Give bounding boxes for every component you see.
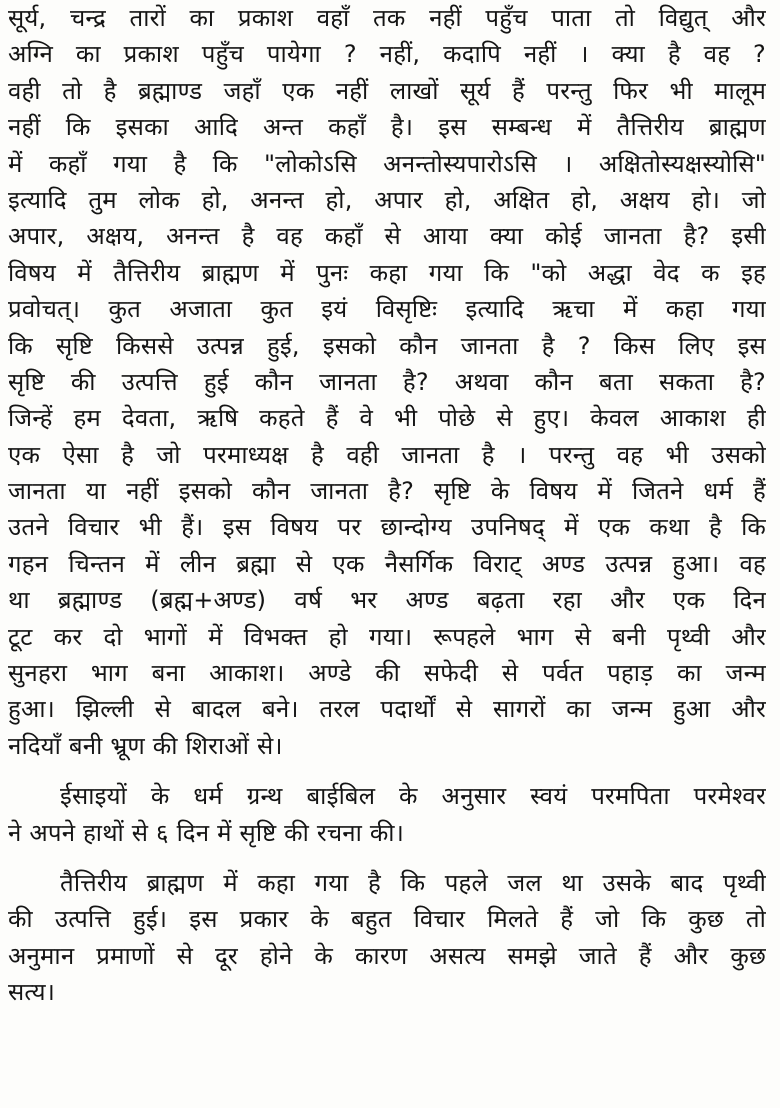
text-line: सुनहरा भाग बना आकाश। अण्डे की सफेदी से पर्वत पहाड़ का जन्म <box>8 659 766 688</box>
text-line: एक ऐसा है जो परमाध्यक्ष है वही जानता है । परन्तु वह भी उसको <box>8 440 766 469</box>
text-line: इत्यादि तुम लोक हो, अनन्त हो, अपार हो, अक्षित हो, अक्षय हो। जो <box>8 185 766 214</box>
paragraph-creation-theories <box>8 0 766 764</box>
text-line: था ब्रह्माण्ड (ब्रह्म+अण्ड) वर्ष भर अण्ड बढ़ता रहा और एक दिन <box>8 586 766 615</box>
paragraph-bible <box>8 778 766 851</box>
paragraph-gap <box>8 764 766 778</box>
text-line: वही तो है ब्रह्माण्ड जहाँ एक नहीं लाखों सूर्य हैं परन्तु फिर भी मालूम <box>8 76 766 105</box>
text-line: जिन्हें हम देवता, ऋषि कहते हैं वे भी पोछे से हुए। केवल आकाश ही <box>8 404 766 433</box>
text-line: कि सृष्टि किससे उत्पन्न हुई, इसको कौन जानता है ? किस लिए इस <box>8 331 766 360</box>
paragraph-gap <box>8 851 766 865</box>
text-line: हुआ। झिल्ली से बादल बने। तरल पदार्थों से सागरों का जन्म हुआ और <box>8 695 766 724</box>
text-line: में कहाँ गया है कि "लोकोऽसि अनन्तोस्यपारोऽसि । अक्षितोस्यक्षस्योसि" <box>8 149 766 178</box>
text-line: गहन चिन्तन में लीन ब्रह्मा से एक नैसर्गिक विराट् अण्ड उत्पन्न हुआ। वह <box>8 549 766 578</box>
text-line: सृष्टि की उत्पत्ति हुई कौन जानता है? अथवा कौन बता सकता है? <box>8 367 766 396</box>
text-line: अनुमान प्रमाणों से दूर होने के कारण असत्य समझे जाते हैं और कुछ <box>8 941 766 970</box>
text-line: सूर्य, चन्द्र तारों का प्रकाश वहाँ तक नहीं पहुँच पाता तो विद्युत् और <box>8 4 766 32</box>
text-line: नदियाँ बनी भ्रूण की शिराओं से। <box>8 731 283 760</box>
text-line: विषय में तैत्तिरीय ब्राह्मण में पुनः कहा गया कि "को अद्धा वेद क इह <box>8 258 766 287</box>
text-line: अपार, अक्षय, अनन्त है वह कहाँ से आया क्या कोई जानता है? इसी <box>8 222 766 251</box>
text-line: उतने विचार भी हैं। इस विषय पर छान्दोग्य उपनिषद् में एक कथा है कि <box>8 513 766 542</box>
text-line: नहीं कि इसका आदि अन्त कहाँ है। इस सम्बन्ध में तैत्तिरीय ब्राह्मण <box>8 113 766 142</box>
text-line: प्रवोचत्। कुत अजाता कुत इयं विसृष्टिः इत्यादि ऋचा में कहा गया <box>8 295 766 324</box>
text-line: टूट कर दो भागों में विभक्त हो गया। रूपहले भाग से बनी पृथ्वी और <box>8 622 766 651</box>
text-line: अग्नि का प्रकाश पहुँच पायेगा ? नहीं, कदापि नहीं । क्या है वह ? <box>8 40 766 69</box>
paragraph-taittiriya <box>8 865 766 1011</box>
text-line: ईसाइयों के धर्म ग्रन्थ बाईबिल के अनुसार स्वयं परमपिता परमेश्वर <box>60 782 766 811</box>
text-line: ने अपने हाथों से ६ दिन में सृष्टि की रचना की। <box>8 818 404 847</box>
text-line: तैत्तिरीय ब्राह्मण में कहा गया है कि पहले जल था उसके बाद पृथ्वी <box>60 868 766 897</box>
text-line: जानता या नहीं इसको कौन जानता है? सृष्टि के विषय में जितने धर्म हैं <box>8 477 766 506</box>
text-line: की उत्पत्ति हुई। इस प्रकार के बहुत विचार मिलते हैं जो कि कुछ तो <box>8 905 766 934</box>
text-line: सत्य। <box>8 978 55 1007</box>
